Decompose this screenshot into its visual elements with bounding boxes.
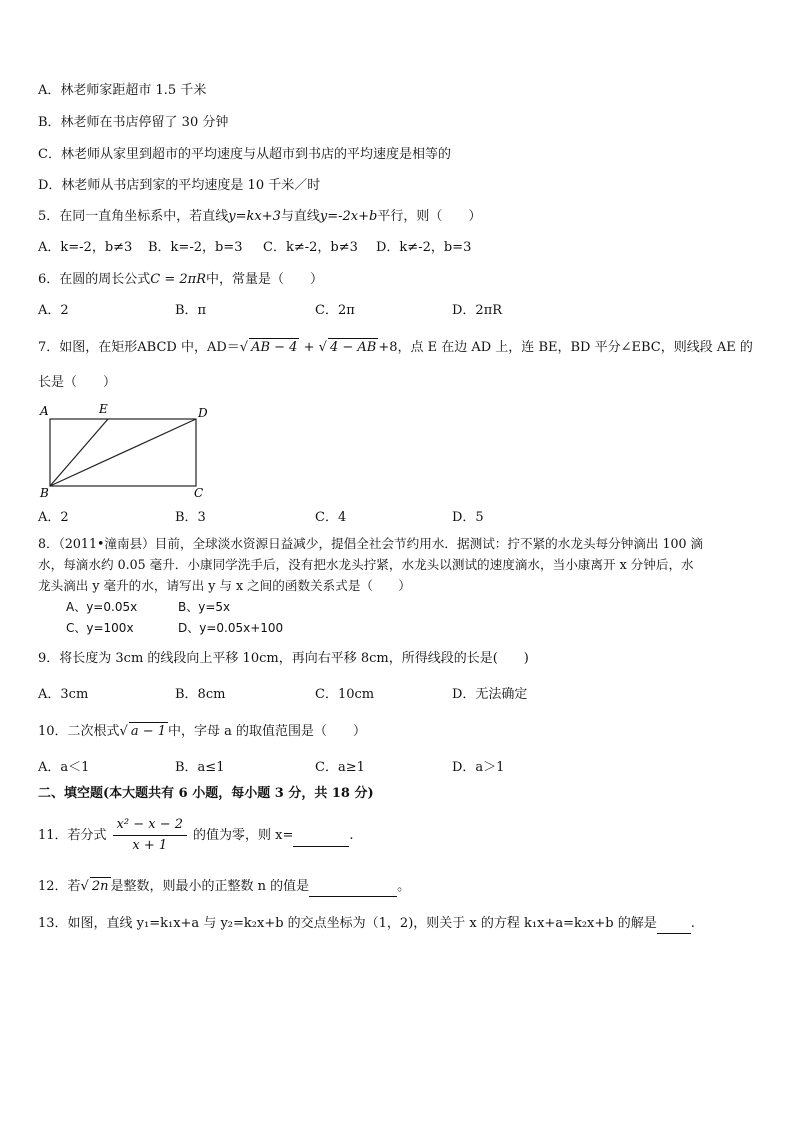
sqrt-symbol-icon: √ [119,724,128,739]
q12-stem-a: 12．若 [38,879,81,894]
q6-stem-a: 6．在圆的周长公式 [38,272,151,287]
q5-option-d: D．k≠-2，b=3 [376,240,472,255]
q13-answer-blank [657,915,691,934]
q10-stem [38,722,366,741]
q11-stem [38,815,354,856]
q4-option-b: B．林老师在书店停留了 30 分钟 [38,115,229,130]
label-e: E [99,402,108,416]
q12-stem-b: 是整数，则最小的正整数 n 的值是 [110,879,310,894]
q11-fraction [113,815,187,856]
q7-rectangle-figure [36,400,226,502]
q7-stem [38,338,753,357]
q7-radicand-1: AB − 4 [251,340,298,355]
q12-stem [38,877,410,897]
q5-equation-2: y=-2x+b [319,209,378,224]
q5-option-a: A．k=-2，b≠3 [38,240,133,255]
q10-option-b: B．a≤1 [175,760,225,775]
q6-option-c: C．2π [315,303,355,318]
q8-line-1: 8．（2011•潼南县）目前，全球淡水资源日益减少，提倡全社会节约用水．据测试：拧不紧的水龙头每分钟滴出 100 滴 [38,536,704,551]
q11-stem-b: 的值为零，则 x= [193,828,294,843]
q13-end: . [690,916,695,931]
q9-option-a: A．3cm [38,687,89,702]
q6-formula: C = 2πR [150,272,206,287]
q5-option-c: C．k≠-2，b≠3 [263,240,358,255]
q7-plus: + [303,340,315,355]
q6-stem-b: 中，常量是（ ） [206,272,324,287]
q10-option-d: D．a＞1 [452,760,505,775]
q8-line-3: 龙头滴出 y 毫升的水，请写出 y 与 x 之间的函数关系式是（ ） [38,578,411,593]
q8-line-2: 水，每滴水约 0.05 毫升．小康同学洗手后，没有把水龙头拧紧，水龙头以测试的速度滴水，当小康离开 x 分钟后，水 [38,557,694,572]
q11-answer-blank [293,826,349,847]
q9-option-d: D．无法确定 [452,687,528,702]
q7-stem-c: 长是（ ） [38,375,117,390]
q12-radicand: 2n [91,879,109,894]
label-d: D [198,406,208,420]
q7-radicand-2: 4 − AB [329,340,377,355]
q9-stem: 9．将长度为 3cm 的线段向上平移 10cm，再向右平移 8cm，所得线段的长是( ) [38,651,529,666]
q13-stem [38,915,695,934]
q10-stem-b: 中，字母 a 的取值范围是（ ） [168,724,367,739]
label-b: B [40,486,49,500]
q11-numerator: x² − x − 2 [113,815,187,836]
q4-option-d: D．林老师从书店到家的平均速度是 10 千米／时 [38,178,321,193]
q12-end: 。 [397,879,411,894]
section-2-heading: 二、填空题(本大题共有 6 小题，每小题 3 分，共 18 分) [38,786,374,801]
q5-stem [38,208,481,226]
q10-radicand: a − 1 [130,724,167,739]
q8-option-d: D、y=0.05x+100 [178,621,284,635]
q7-option-c: C．4 [315,510,347,525]
sqrt-symbol-icon: √ [80,879,89,894]
q7-stem-b: +8，点 E 在边 AD 上，连 BE，BD 平分∠EBC，则线段 AE 的 [378,340,753,355]
q7-option-b: B．3 [175,510,206,525]
q10-option-c: C．a≥1 [315,760,365,775]
q12-answer-blank [309,878,397,897]
q9-option-b: B．8cm [175,687,226,702]
q4-option-a: A．林老师家距超市 1.5 千米 [38,83,207,98]
q10-stem-a: 10．二次根式 [38,724,120,739]
q6-option-d: D．2πR [452,303,503,318]
label-a: A [40,404,49,418]
q7-option-a: A．2 [38,510,69,525]
q5-stem-b: 与直线 [280,209,320,224]
q5-option-b: B．k=-2，b=3 [148,240,243,255]
q8-option-b: B、y=5x [178,600,231,614]
segment-be [50,419,108,486]
segment-bd [50,419,196,486]
sqrt-symbol-icon: √ [318,340,327,355]
q6-stem [38,271,323,289]
q7-stem-a: 7．如图，在矩形ABCD 中，AD＝ [38,340,240,355]
q13-stem-text: 13．如图，直线 y₁=k₁x+a 与 y₂=k₂x+b 的交点坐标为（1，2)，则关于 x 的方程 k₁x+a=k₂x+b 的解是 [38,916,657,931]
q11-stem-a: 11．若分式 [38,828,107,843]
q7-option-d: D．5 [452,510,484,525]
q6-option-b: B．π [175,303,207,318]
q8-option-a: A、y=0.05x [66,600,138,614]
q9-option-c: C．10cm [315,687,375,702]
q4-option-c: C．林老师从家里到超市的平均速度与从超市到书店的平均速度是相等的 [38,147,451,162]
q11-end: . [349,828,354,843]
q5-equation-1: y=kx+3 [228,209,281,224]
q10-option-a: A．a＜1 [38,760,90,775]
q5-stem-a: 5．在同一直角坐标系中，若直线 [38,209,229,224]
q5-stem-c: 平行，则（ ） [377,209,482,224]
sqrt-symbol-icon: √ [239,340,249,355]
q11-denominator: x + 1 [132,838,168,853]
q6-option-a: A．2 [38,303,69,318]
q8-option-c: C、y=100x [66,621,134,635]
label-c: C [194,486,204,500]
